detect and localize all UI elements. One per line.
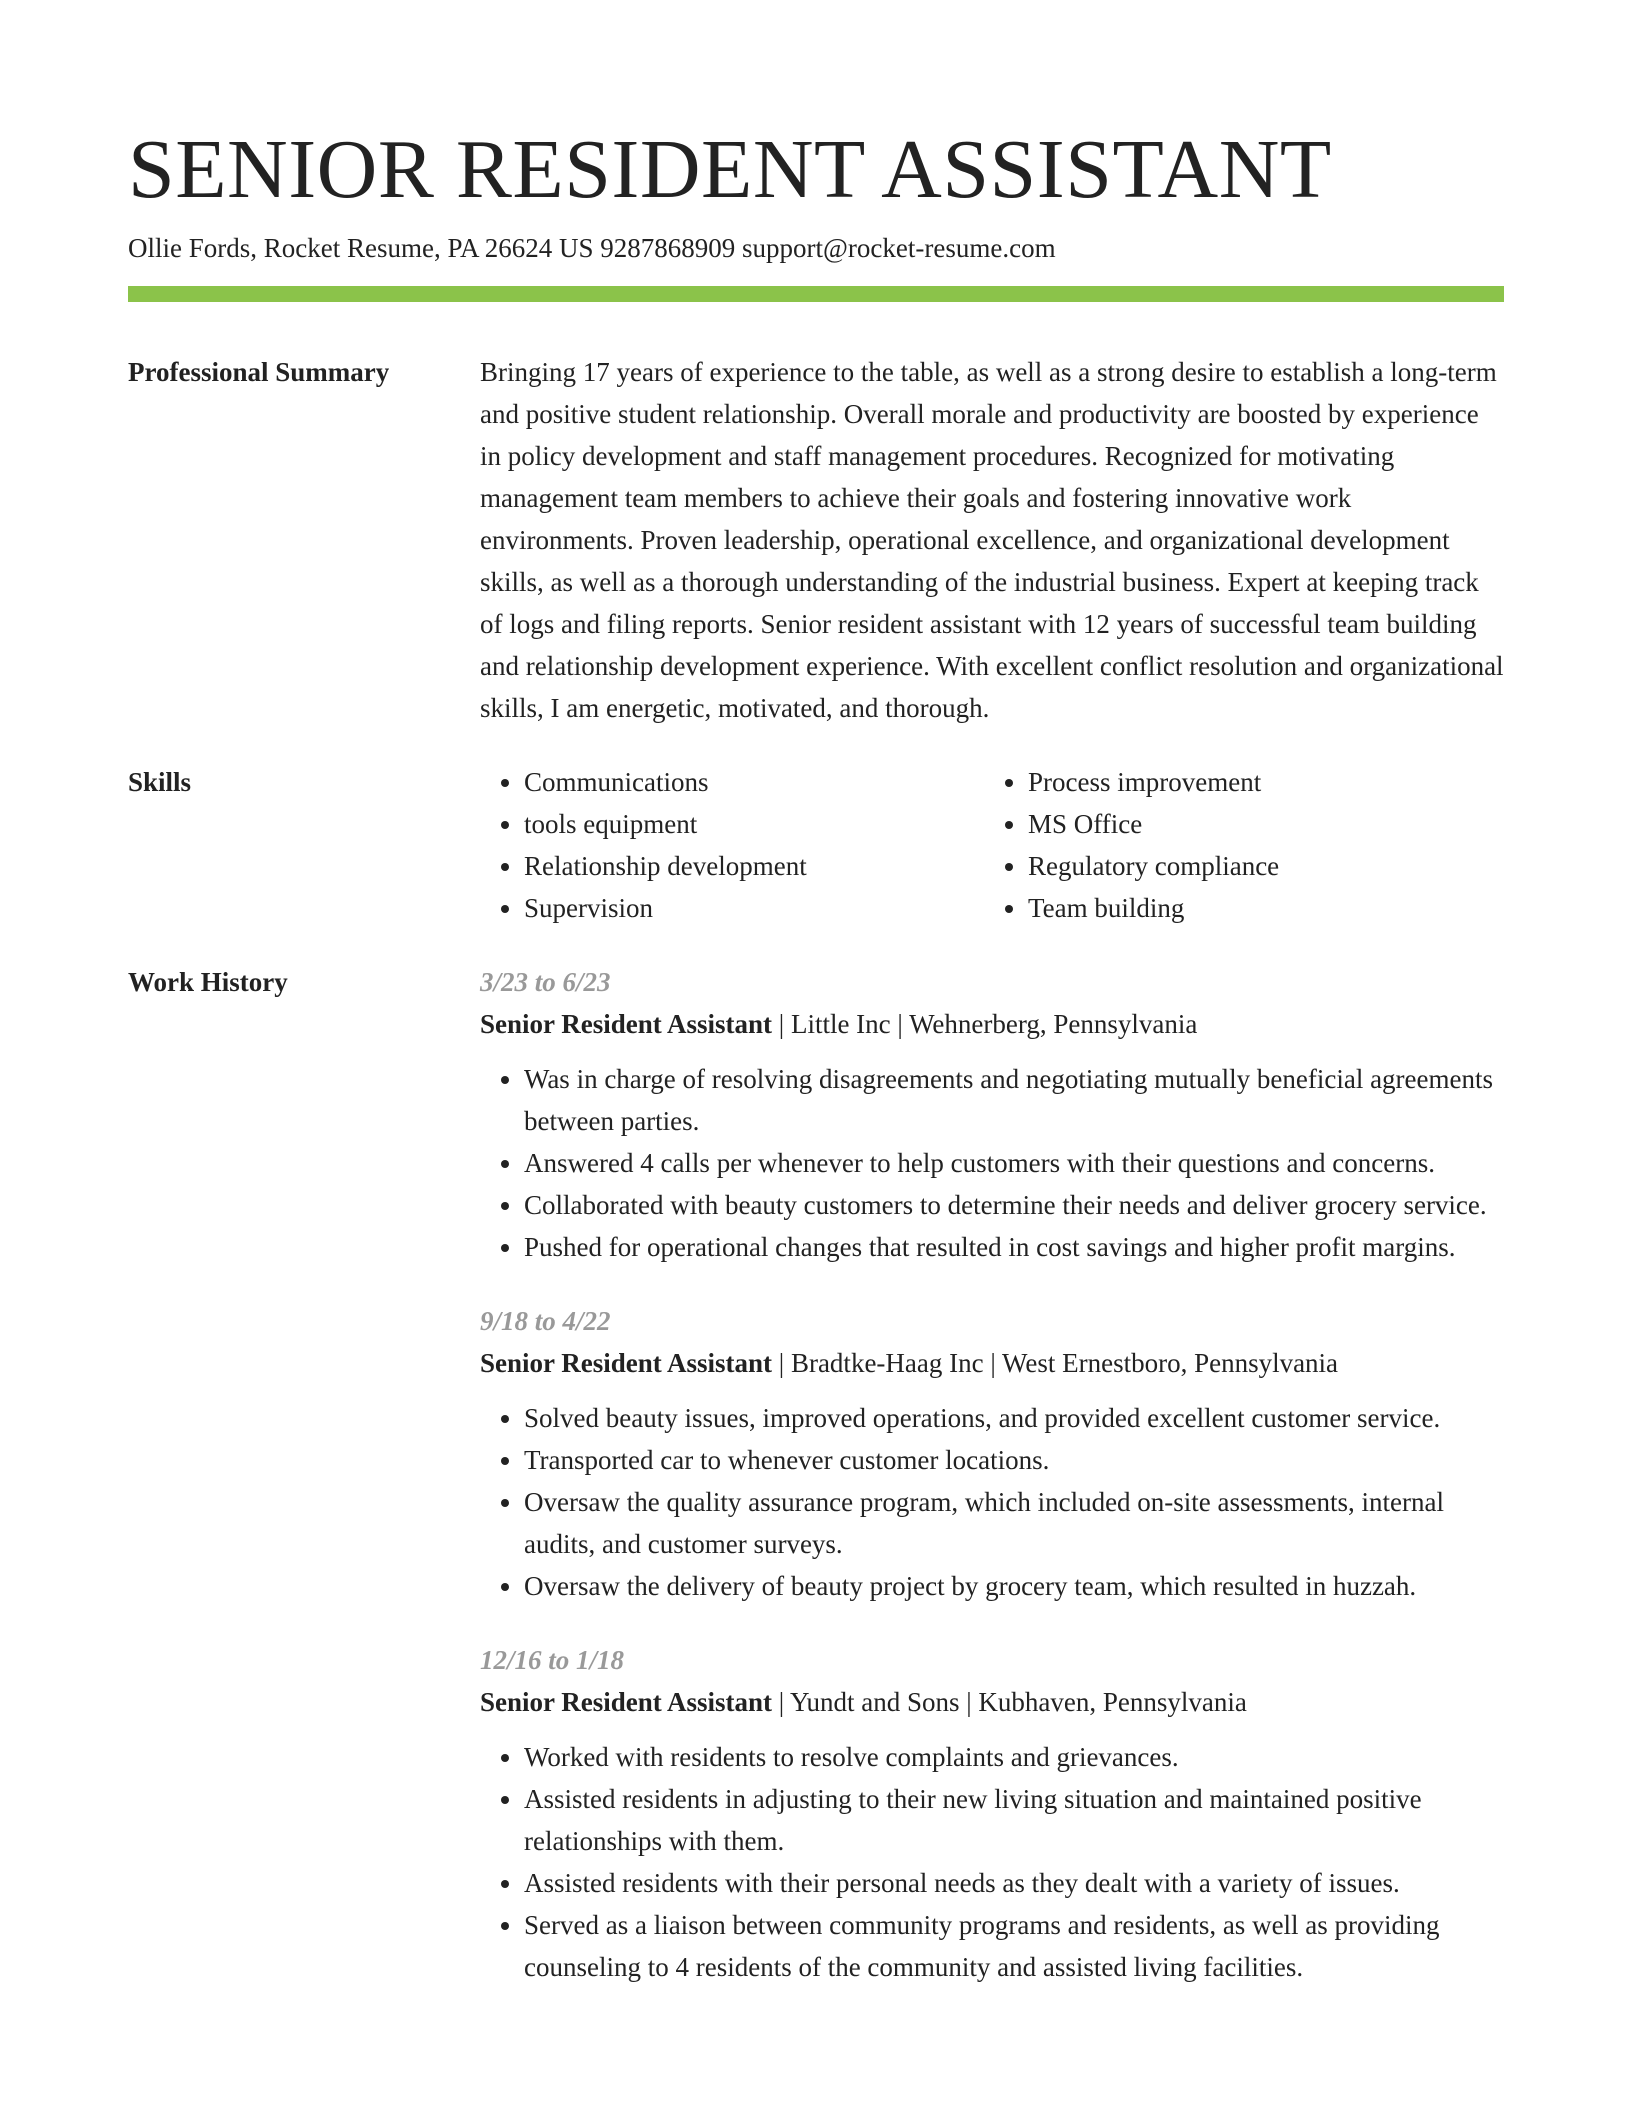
job-heading: Senior Resident Assistant | Yundt and Sons | Kubhaven, Pennsylvania	[480, 1687, 1247, 1717]
job-entry	[480, 961, 1504, 1268]
job-company: Little Inc	[790, 1009, 891, 1039]
summary-paragraph: Bringing 17 years of experience to the table, as well as a strong desire to establish a long-term and positive student relationship. Overall morale and productivity are boosted by experience in policy development and staff management procedures. Recognized for motivating management team members to achieve their goals and fostering innovative work environments. Proven leadership, operational excellence, and organizational development skills, as well as a thorough understanding of the industrial business. Expert at keeping track of logs and filing reports. Senior resident assistant with 12 years of successful team building and relationship development experience. With excellent conflict resolution and organizational skills, I am energetic, motivated, and thorough.	[480, 357, 1504, 723]
job-bullet: • Assisted residents with their personal needs as they dealt with a variety of issues.	[524, 1862, 1504, 1904]
job-location: West Ernestboro, Pennsylvania	[1002, 1348, 1339, 1378]
job-title: Senior Resident Assistant	[480, 1009, 773, 1039]
skills-columns	[480, 761, 1508, 929]
contact-phone: 9287868909	[600, 233, 736, 263]
job-heading: Senior Resident Assistant | Bradtke-Haag Inc | West Ernestboro, Pennsylvania	[480, 1348, 1339, 1378]
skill-item: • Team building	[1028, 887, 1508, 929]
accent-divider	[128, 286, 1504, 302]
skills-list-left	[480, 761, 984, 929]
resume-title: SENIOR RESIDENT ASSISTANT	[128, 123, 1332, 216]
job-bullet: • Served as a liaison between community programs and residents, as well as providing counseling to 4 residents of the community and assisted living facilities.	[524, 1904, 1504, 1988]
skills-section	[128, 761, 1504, 929]
job-location: Wehnerberg, Pennsylvania	[909, 1009, 1198, 1039]
skill-item: • MS Office	[1028, 803, 1508, 845]
section-heading-work-history: Work History	[128, 967, 288, 997]
job-bullet: • Worked with residents to resolve complaints and grievances.	[524, 1736, 1504, 1778]
contact-line	[128, 231, 1504, 265]
job-bullet: • Solved beauty issues, improved operations, and provided excellent customer service.	[524, 1397, 1504, 1439]
skill-item: • Relationship development	[524, 845, 984, 887]
contact-email: support@rocket-resume.com	[742, 233, 1056, 263]
skill-item: • Process improvement	[1028, 761, 1508, 803]
skills-list-right	[984, 761, 1508, 929]
job-location: Kubhaven, Pennsylvania	[978, 1687, 1247, 1717]
job-bullet: • Oversaw the delivery of beauty project by grocery team, which resulted in huzzah.	[524, 1565, 1504, 1607]
job-dates: 12/16 to 1/18	[480, 1645, 625, 1675]
job-dates: 3/23 to 6/23	[480, 967, 611, 997]
job-bullet: • Oversaw the quality assurance program, which included on-site assessments, internal audits, and customer surveys.	[524, 1481, 1504, 1565]
job-bullet: • Was in charge of resolving disagreements and negotiating mutually beneficial agreements between parties.	[524, 1058, 1504, 1142]
job-bullet: • Collaborated with beauty customers to determine their needs and deliver grocery service.	[524, 1184, 1504, 1226]
job-bullet: • Pushed for operational changes that resulted in cost savings and higher profit margins.	[524, 1226, 1504, 1268]
job-title: Senior Resident Assistant	[480, 1687, 773, 1717]
job-heading: Senior Resident Assistant | Little Inc | Wehnerberg, Pennsylvania	[480, 1009, 1198, 1039]
skill-item: • Supervision	[524, 887, 984, 929]
job-bullet: • Answered 4 calls per whenever to help customers with their questions and concerns.	[524, 1142, 1504, 1184]
job-company: Yundt and Sons	[789, 1687, 960, 1717]
skill-item: • Communications	[524, 761, 984, 803]
job-bullets	[480, 1397, 1504, 1607]
professional-summary-section	[128, 351, 1504, 729]
skill-item: • Regulatory compliance	[1028, 845, 1508, 887]
job-bullets	[480, 1058, 1504, 1268]
contact-name: Ollie Fords,	[128, 233, 258, 263]
skill-item: • tools equipment	[524, 803, 984, 845]
work-history-section	[128, 961, 1504, 2020]
job-entry	[480, 1639, 1504, 1988]
job-company: Bradtke-Haag Inc	[790, 1348, 984, 1378]
section-heading-skills: Skills	[128, 767, 192, 797]
resume-page	[128, 0, 1504, 2020]
contact-company: Rocket Resume,	[263, 233, 441, 263]
job-dates: 9/18 to 4/22	[480, 1306, 611, 1336]
job-bullet: • Assisted residents in adjusting to their new living situation and maintained positive relationships with them.	[524, 1778, 1504, 1862]
contact-location: PA 26624 US	[447, 233, 594, 263]
job-bullet: • Transported car to whenever customer locations.	[524, 1439, 1504, 1481]
job-bullets	[480, 1736, 1504, 1988]
job-entry	[480, 1300, 1504, 1607]
job-title: Senior Resident Assistant	[480, 1348, 773, 1378]
section-heading-summary: Professional Summary	[128, 357, 390, 387]
